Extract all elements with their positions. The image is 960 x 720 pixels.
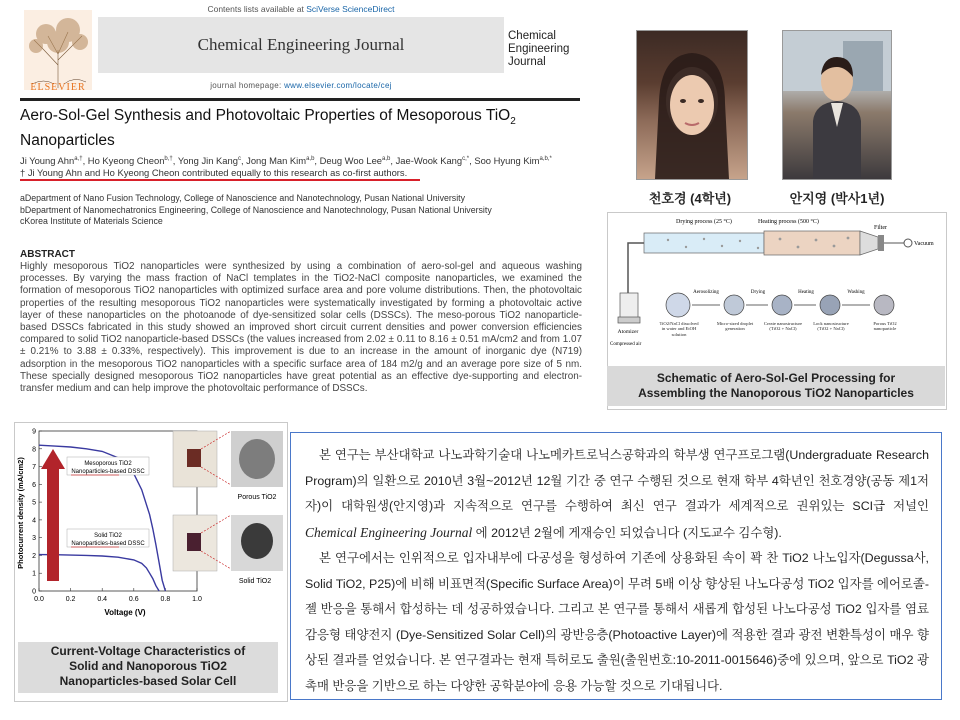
x-tick-label: 1.0 — [192, 596, 202, 603]
author-name: Yong Jin Kang — [177, 155, 238, 167]
cover-line: Chemical — [508, 30, 556, 42]
author-affil-sup: c — [237, 156, 241, 162]
author-affil-sup: b,† — [164, 156, 173, 162]
heating-tube — [764, 231, 860, 255]
process-steps — [666, 293, 894, 317]
journal-homepage — [98, 81, 504, 90]
korean-text: 에 2012년 2월에 게재승인 되었습니다 (지도교수 김수형). — [472, 525, 782, 540]
author-name: Jae-Wook Kang — [395, 155, 463, 167]
author-affil-sup: a,b — [306, 156, 315, 162]
contents-line — [98, 4, 504, 14]
title-text-end: Nanoparticles — [20, 132, 115, 150]
step1-text: TiO2/NaCl dissolved in water and EtOH solution — [659, 321, 699, 337]
korean-summary-box — [290, 432, 942, 700]
author-affil-sup: a,† — [74, 156, 83, 162]
schematic-caption-line: Schematic of Aero-Sol-Gel Processing for — [656, 371, 896, 385]
step2-text: Micro-sized droplet generation — [716, 321, 754, 332]
aerosol-schematic — [608, 213, 946, 369]
journal-cover-title — [508, 30, 578, 69]
korean-paragraph-2: 본 연구에서는 인위적으로 입자내부에 다공성을 형성하여 기존에 상용화된 속이 꽉 찬 TiO2 나노입자(Degussa사, Solid TiO2, P25)에 비해 비표면적(Specific Surface Area)이 무려 5배 이상 향상된 나노다공성 TiO2 입자를 에어로졸-젤 반응을 통해서 합성하는 데 성공하였습니다. 그리고 본 연구를 통해서 새롭게 합성된 나노다공성 TiO2 입자를 염료감응형 태양전지 (Dye-Sensitized Solar Cell)의 광반응층(Photoactive Layer)에 적용한 결과 광전 변환특성이 매우 향상된 결과를 얻었습니다. 본 연구결과는 현재 특허로도 출원(출원번호:10-2011-0015646)중에 있으며, 앞으로 TiO2 광촉매 반응을 기반으로 하는 다양한 공학분야에 응용 가능할 것으로 기대됩니다. — [305, 551, 929, 693]
step4-text: Lock nanostructure (TiO2 + NaCl) — [813, 321, 849, 332]
abstract-body: Highly mesoporous TiO2 nanoparticles were synthesized by using a combination of aero-sol-gel and aqueous washing processes. By varying the mass fraction of NaCl templates in the TiO2-NaCl composite nanoparticles, we examined the formation of mesoporous TiO2 nanoparticles with optimized surface area and pore volume distributions. Then, the photovoltaic properties of the resulting mesoporous TiO2 nanoparticles were systematically investigated by forming a photovoltaic active layer of these nanoparticles on the photoanode of dye-sensitized solar cells (DSSCs). The meso-porous TiO2 nanoparticle-based DSSCs fabricated in this study showed an improved short circuit current densities and power conversion efficiencies compared to solid TiO2 nanoparticle-based DSSCs (the values increased from 2.02 ± 0.11 to 8.16 ± 0.51 mA/cm2 and from 1.07 ± 0.21% to 3.88 ± 0.33%, respectively). This improvement is due to an increase in the amount of inorganic dye (N719) adsorption in the mesoporous TiO2 nanoparticles with a specific surface area of 184 m2/g and an average pore size of 5 nm. These specially designed mesoporous TiO2 nanoparticles have great potential as an effective dye-supporting and electron-transfer medium and can help improve the photovoltaic performance of DSSCs. — [20, 261, 582, 395]
drying-tube — [644, 233, 764, 253]
y-tick-label: 8 — [32, 446, 36, 454]
step-create — [772, 295, 792, 315]
y-tick-label: 0 — [32, 588, 36, 596]
author-name: Deug Woo Lee — [319, 155, 383, 167]
chart-caption-line: Nanoparticles-based Solar Cell — [59, 674, 237, 688]
journal-italic: Chemical Engineering Journal — [305, 524, 473, 540]
step3-text: Create nanostructure (TiO2 + NaCl) — [763, 321, 803, 332]
y-tick-label: 5 — [32, 499, 36, 507]
step-lock — [820, 295, 840, 315]
journal-name: Chemical Engineering Journal — [197, 35, 405, 54]
solid-annotation-2: Nanoparticles-based DSSC — [71, 541, 145, 547]
filter-label: Filter — [874, 225, 887, 231]
portrait-figure — [783, 31, 891, 179]
drying-step-label: Drying — [750, 290, 766, 295]
solid-tem-label: Solid TiO2 — [238, 578, 272, 585]
y-tick-label: 2 — [32, 552, 36, 560]
drying-label: Drying process (25 °C) — [676, 219, 732, 225]
affiliation-b: bDepartment of Nanomechatronics Engineering, College of Nanoscience and Nanotechnology, Pusan National University — [20, 204, 492, 215]
chart-caption — [18, 642, 278, 693]
x-tick-label: 0.6 — [128, 596, 139, 603]
y-tick-label: 6 — [32, 481, 36, 489]
author-name: Ji Young Ahn — [20, 155, 75, 167]
x-tick-label: 0.0 — [34, 596, 44, 603]
iv-chart — [15, 423, 287, 643]
author-list — [20, 153, 580, 179]
compressed-air-label: Compressed air — [610, 342, 642, 347]
solid-annotation-1: Solid TiO2 — [94, 533, 122, 539]
cover-line: Engineering — [508, 43, 570, 55]
author-affil-sup: a,b,* — [539, 156, 552, 162]
korean-text: 본 연구는 부산대학교 나노과학기술대 나노메카트로닉스공학과의 학부생 연구프로그램(Undergraduate Research Program)의 일환으로 2010년 3월~2012년 12월 기간 중 연구 수행된 것으로 현재 학부 4학년인 천호경양(공동 제1저자)이 대학원생(안지영)과 지속적으로 연구를 수행하여 최신 연구 결과가 세계적으로 권위있는 SCI급 저널인 — [305, 448, 929, 513]
atomizer-label: Atomizer — [617, 329, 639, 335]
homepage-link[interactable]: www.elsevier.com/locate/cej — [284, 81, 392, 90]
x-tick-label: 0.4 — [97, 596, 108, 603]
student-photo-ahn — [782, 30, 892, 180]
y-axis-label: Photocurrent density (mA/cm2) — [16, 457, 25, 569]
header-rule — [20, 98, 580, 101]
vacuum-label: Vacuum — [914, 241, 934, 247]
y-tick-label: 1 — [32, 570, 36, 578]
y-tick-label: 9 — [32, 428, 36, 436]
porous-tem-label: Porous TiO2 — [237, 494, 277, 501]
student-photo-cheon — [636, 30, 748, 180]
chart-caption-line: Current-Voltage Characteristics of — [50, 644, 246, 658]
x-tick-label: 0.8 — [160, 596, 171, 603]
meso-annotation-1: Mesoporous TiO2 — [84, 461, 132, 467]
korean-paragraph-1 — [305, 443, 929, 546]
author-affil-sup: c,* — [462, 156, 470, 162]
heating-label: Heating process (500 °C) — [758, 219, 819, 225]
publisher-name: ELSEVIER — [30, 82, 86, 93]
contents-prefix: Contents lists available at — [207, 4, 307, 14]
journal-header — [98, 2, 504, 96]
author-name: Ho Kyeong Cheon — [87, 155, 165, 167]
meso-device-cell — [187, 449, 201, 467]
vacuum-pump-icon — [904, 239, 912, 247]
author-name: Jong Man Kim — [246, 155, 307, 167]
photo-caption-cheon: 천호경 (4학년) — [648, 191, 732, 206]
improvement-arrow-shaft — [47, 467, 59, 581]
elsevier-tree-logo — [24, 6, 92, 94]
affiliations — [20, 193, 580, 228]
title-text: Aero-Sol-Gel Synthesis and Photovoltaic Properties of Mesoporous TiO — [20, 107, 511, 124]
sciencedirect-link[interactable]: SciVerse ScienceDirect — [306, 4, 395, 14]
x-tick-label: 0.2 — [65, 596, 76, 603]
title-subscript: 2 — [510, 116, 516, 128]
portrait-figure — [637, 31, 747, 179]
meso-annotation-2: Nanoparticles-based DSSC — [71, 469, 145, 475]
affiliation-a: aDepartment of Nano Fusion Technology, College of Nanoscience and Nanotechnology, Pusan National University — [20, 193, 465, 203]
chart-caption-line: Solid and Nanoporous TiO2 — [69, 659, 227, 673]
photo-caption-ahn: 안지영 (박사1년) — [789, 191, 885, 206]
y-tick-label: 3 — [32, 535, 36, 543]
y-tick-label: 4 — [32, 517, 36, 525]
author-line: Ji Young Ahn$^{a,\dagger}$, Ho Kyeong Cheon$^{b,\dagger}$, Yong Jin Kang$^c$, Jong Man Kim$^{a,b}$, Deug Woo Lee$^{a,b}$, Jae-Wook Kang$^{c,*}$, Soo Hyung Kim$^{a,b,*}$ — [20, 155, 552, 167]
paper-title — [20, 106, 580, 150]
step-solution — [666, 293, 690, 317]
solid-device-cell — [187, 533, 201, 551]
abstract-heading: ABSTRACT — [20, 249, 75, 260]
cover-line: Journal — [508, 56, 546, 68]
affiliation-c: cKorea Institute of Materials Science — [20, 216, 163, 226]
aerosolizing-label: Aerosolizing — [693, 290, 719, 295]
washing-label: Washing — [847, 290, 865, 295]
x-axis-label: Voltage (V) — [104, 608, 146, 617]
filter-element — [878, 235, 884, 251]
heating-step-label: Heating — [798, 290, 814, 295]
cofirst-note: † Ji Young Ahn and Ho Kyeong Cheon contributed equally to this research as co-first authors. — [20, 167, 408, 179]
homepage-prefix: journal homepage: — [210, 81, 285, 90]
step-porous — [874, 295, 894, 315]
step5-text: Porous TiO2 nanoparticle — [873, 321, 897, 332]
author-name: Soo Hyung Kim — [474, 155, 540, 167]
schematic-caption-line: Assembling the Nanoporous TiO2 Nanoparticles — [638, 386, 914, 400]
y-tick-label: 7 — [32, 464, 36, 472]
author-affil-sup: a,b — [382, 156, 391, 162]
step-droplet — [724, 295, 744, 315]
cofirst-underline — [20, 179, 420, 181]
schematic-caption — [607, 366, 945, 406]
atomizer-vessel — [620, 293, 638, 319]
